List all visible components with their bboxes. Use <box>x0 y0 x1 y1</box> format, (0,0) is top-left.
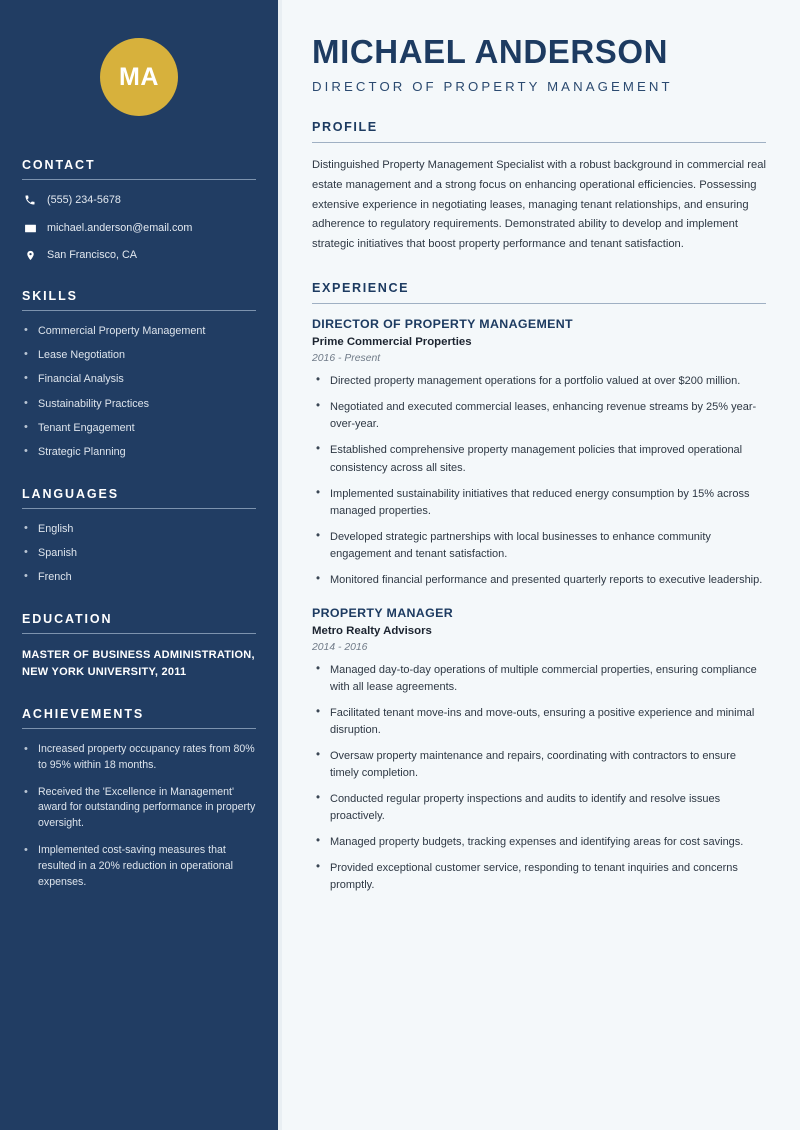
languages-divider <box>22 508 256 509</box>
list-item: • Implemented sustainability initiatives that reduced energy consumption by 15% across managed properties. <box>312 486 766 520</box>
sidebar-section-contact <box>22 158 256 263</box>
contact-heading: CONTACT <box>22 158 96 172</box>
list-item: • Negotiated and executed commercial leases, enhancing revenue streams by 25% year-over-year. <box>312 399 766 433</box>
contact-location-value: San Francisco, CA <box>47 249 138 262</box>
achievements-heading: ACHIEVEMENTS <box>22 706 145 721</box>
list-item: • Lease Negotiation <box>22 348 256 363</box>
list-item: • Strategic Planning <box>22 445 256 460</box>
job-company: Prime Commercial Properties <box>312 336 472 349</box>
section-profile <box>312 120 766 256</box>
list-item: • Conducted regular property inspections and audits to identify and resolve issues proactively. <box>312 791 766 825</box>
list-item: • Financial Analysis <box>22 372 256 387</box>
sidebar <box>0 0 278 1130</box>
list-item: • Increased property occupancy rates from 80% to 95% within 18 months. <box>22 742 256 774</box>
profile-heading: PROFILE <box>312 119 378 134</box>
sidebar-section-skills <box>22 289 256 461</box>
main-content <box>278 0 800 1130</box>
education-divider <box>22 633 256 634</box>
job-bullet-list <box>312 373 766 588</box>
experience-heading: EXPERIENCE <box>312 281 410 296</box>
section-experience <box>312 281 766 894</box>
list-item: • Commercial Property Management <box>22 324 256 339</box>
list-item: • Received the 'Excellence in Management' award for outstanding performance in property oversight. <box>22 785 256 833</box>
list-item: • Sustainability Practices <box>22 397 256 412</box>
contact-phone-value: (555) 234-5678 <box>47 194 121 206</box>
list-item: • Established comprehensive property management policies that improved operational consistency across all sites. <box>312 442 766 476</box>
list-item: • Tenant Engagement <box>22 421 256 436</box>
experience-entry <box>312 606 766 895</box>
envelope-icon <box>22 222 38 235</box>
list-item: • Oversaw property maintenance and repairs, coordinating with contractors to ensure timely completion. <box>312 748 766 782</box>
contact-email-value: michael.anderson@email.com <box>47 221 193 234</box>
achievements-list <box>22 742 256 891</box>
list-item: • Implemented cost-saving measures that resulted in a 20% reduction in operational expenses. <box>22 843 256 891</box>
contact-item-location[interactable] <box>22 248 256 263</box>
contact-item-email[interactable] <box>22 221 256 236</box>
list-item: • Provided exceptional customer service, responding to tenant inquiries and concerns promptly. <box>312 860 766 894</box>
avatar-wrapper <box>22 38 256 116</box>
page-title: MICHAEL ANDERSON <box>312 33 669 70</box>
skills-list <box>22 324 256 461</box>
experience-divider <box>312 303 766 304</box>
education-heading: EDUCATION <box>22 611 113 626</box>
contact-divider <box>22 179 256 180</box>
sidebar-section-education <box>22 612 256 681</box>
phone-icon <box>22 194 38 206</box>
list-item: • Monitored financial performance and presented quarterly reports to executive leadership. <box>312 572 766 589</box>
list-item: • Managed day-to-day operations of multiple commercial properties, ensuring compliance with all lease agreements. <box>312 662 766 696</box>
profile-text: Distinguished Property Management Specialist with a robust background in commercial real estate management and a strong focus on enhancing operational efficiencies. Possessing extensive experience in negotiating leases, managing tenant relationships, and ensuring adherence to regulatory requirements. Demonstrated ability to develop and implement strategic initiatives that boost property performance and tenant satisfaction. <box>312 158 766 251</box>
job-title: DIRECTOR OF PROPERTY MANAGEMENT <box>312 317 573 332</box>
languages-heading: LANGUAGES <box>22 486 119 501</box>
list-item: • English <box>22 522 256 537</box>
list-item: • Managed property budgets, tracking expenses and identifying areas for cost savings. <box>312 834 766 851</box>
avatar <box>100 38 178 116</box>
list-item: • French <box>22 570 256 585</box>
profile-divider <box>312 142 766 143</box>
list-item: • Spanish <box>22 546 256 561</box>
job-role-subtitle: DIRECTOR OF PROPERTY MANAGEMENT <box>312 78 673 94</box>
list-item: • Facilitated tenant move-ins and move-outs, ensuring a positive experience and minimal disruption. <box>312 705 766 739</box>
job-dates: 2014 - 2016 <box>312 641 368 653</box>
languages-list <box>22 522 256 586</box>
list-item: • Developed strategic partnerships with local businesses to enhance community engagement and tenant satisfaction. <box>312 529 766 563</box>
skills-heading: SKILLS <box>22 288 78 303</box>
education-entry: MASTER OF BUSINESS ADMINISTRATION, NEW YORK UNIVERSITY, 2011 <box>22 648 255 678</box>
skills-divider <box>22 310 256 311</box>
avatar-initials: MA <box>119 62 159 91</box>
job-dates: 2016 - Present <box>312 353 381 365</box>
list-item: • Directed property management operations for a portfolio valued at over $200 million. <box>312 373 766 390</box>
job-bullet-list <box>312 662 766 895</box>
map-pin-icon <box>22 249 38 262</box>
sidebar-section-languages <box>22 487 256 586</box>
achievements-divider <box>22 728 256 729</box>
experience-entry <box>312 317 766 588</box>
job-company: Metro Realty Advisors <box>312 624 432 637</box>
job-title: PROPERTY MANAGER <box>312 605 453 620</box>
contact-item-phone[interactable] <box>22 193 256 208</box>
sidebar-section-achievements <box>22 707 256 891</box>
